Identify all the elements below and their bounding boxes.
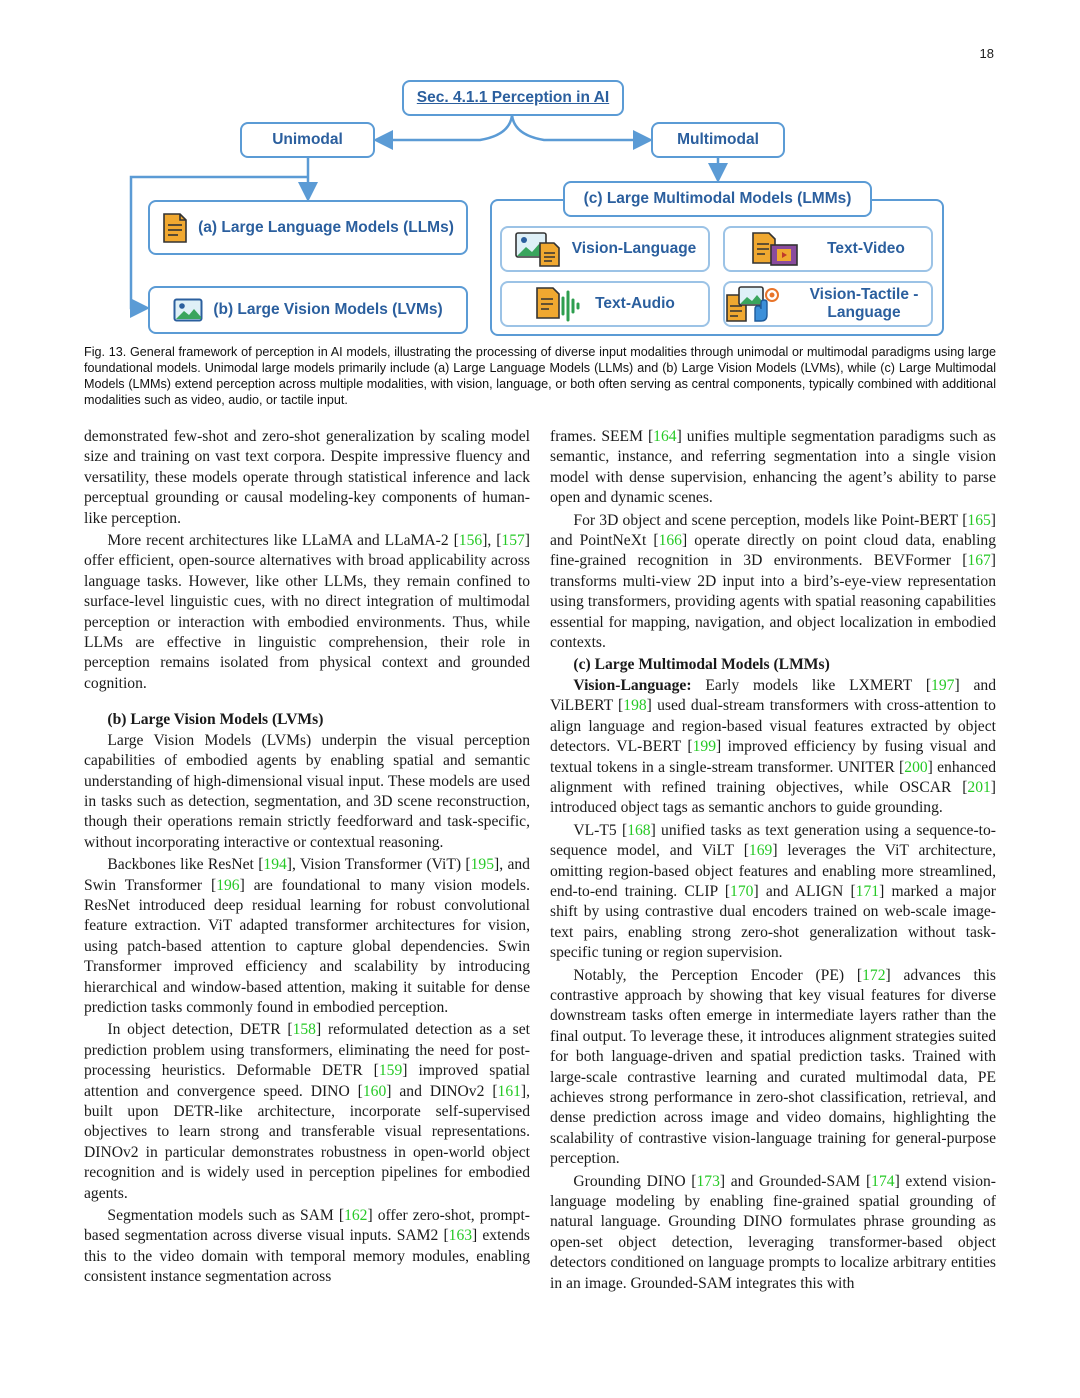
paragraph: VL-T5 [168] unified tasks as text generation using a sequence-to-sequence model, and ViLT [169] leverages the ViT architecture, omitting region-based object features and enabling more streamlined, end-to-end training. CLIP [170] and ALIGN [171] marked a major shift by using contrastive dual encoders trained on web-scale image-text pairs, enabling strong zero-shot generalization without task-specific tuning or region supervision. [550, 821, 996, 962]
lvm-label: (b) Large Vision Models (LVMs) [213, 301, 443, 318]
citation-link[interactable]: 159 [378, 1062, 403, 1080]
paragraph: frames. SEEM [164] unifies multiple segmentation paradigms such as semantic, instance, and referring segmentation into a single vision model with dense supervision, enhancing the agent’s ability to parse open and dynamic scenes. [550, 428, 996, 507]
citation-link[interactable]: 157 [501, 532, 525, 550]
page-number: 18 [979, 46, 994, 61]
citation-link[interactable]: 168 [627, 821, 651, 839]
paragraph: Notably, the Perception Encoder (PE) [172] advances this contrastive approach by showing that key visual features for diverse downstream tasks often emerge in intermediate layers rather than the final output. To leverage these, it introduces alignment strategies suited for both language-driven and spatial prediction tasks. Trained with large-scale contrastive learning and curated multimodal data, PE achieves strong performance in zero-shot classification, retrieval, and dense prediction across image and video domains, highlighting the scalability of contrastive vision-language training for general-purpose perception. [550, 966, 996, 1168]
section-title-box [402, 80, 624, 116]
text-audio-label: Text-Audio [595, 295, 675, 312]
paragraph: Segmentation models such as SAM [162] offer zero-shot, prompt-based segmentation across diverse visual inputs. SAM2 [163] extends this to the video domain with temporal memory modules, enabling consistent instance segmentation across [84, 1207, 530, 1286]
citation-link[interactable]: 195 [470, 856, 494, 874]
text-video-box [723, 226, 933, 272]
document-audio-icon [535, 286, 581, 322]
citation-link[interactable]: 156 [458, 532, 483, 550]
citation-link[interactable]: 172 [862, 966, 886, 984]
image-document-icon [514, 231, 562, 267]
run-in-heading: Vision-Language: [573, 676, 692, 694]
section-heading-lvm: (b) Large Vision Models (LVMs) [107, 711, 324, 729]
paragraph: Vision-Language: Early models like LXMERT [197] and ViLBERT [198] used dual-stream transformers with cross-attention to align language and region-based visual features extracted by object detectors. VL-BERT [199] improved efficiency by fusing visual and textual tokens in a single-stream transformer. UNITER [200] enhanced alignment with refined training objectives, while OSCAR [201] introduced object tags as semantic anchors to guide grounding. [550, 676, 996, 817]
llm-label: (a) Large Language Models (LLMs) [198, 218, 454, 236]
perception-framework-figure [0, 0, 1080, 345]
citation-link[interactable]: 194 [263, 856, 287, 874]
paragraph: In object detection, DETR [158] reformulated detection as a set prediction problem using transformers, eliminating the need for post-processing heuristics. Deformable DETR [159] improved spatial attention and convergence speed. DINO [160] and DINOv2 [161], built upon DETR-like architecture, incorporate self-supervised objectives to learn strong and transferable visual representations. DINOv2 in particular demonstrates robustness in open-world object recognition and is widely used in perception pipelines for embodied agents. [84, 1021, 530, 1202]
unimodal-box [240, 122, 375, 158]
paragraph: Large Vision Models (LVMs) underpin the visual perception capabilities of embodied agents by enabling spatial and semantic understanding of high-dimensional visual input. These models are used in tasks such as detection, segmentation, and 3D scene reconstruction, though their operations remain strictly feedforward and task-specific, without incorporating interactive or contextual reasoning. [84, 731, 530, 851]
citation-link[interactable]: 200 [904, 758, 928, 776]
text-video-label: Text-Video [827, 240, 905, 257]
vision-language-box [500, 226, 710, 272]
vision-language-label: Vision-Language [571, 240, 697, 257]
citation-link[interactable]: 196 [216, 876, 240, 894]
multimodal-box [651, 122, 785, 158]
citation-link[interactable]: 199 [692, 738, 716, 756]
figure-caption: Fig. 13. General framework of perception in AI models, illustrating the processing of diverse input modalities through unimodal or multimodal paradigms using large foundational models. Unimodal large models primarily include (a) Large Language Models (LLMs) and (b) Large Vision Models (LVMs), while (c) Large Multimodal Models (LMMs) extend perception across multiple modalities, with vision, language, or both often serving as central components, typically combined with additional modalities such as video, audio, or tactile input. [84, 345, 996, 407]
citation-link[interactable]: 160 [362, 1082, 387, 1100]
document-video-icon [751, 231, 799, 267]
citation-link[interactable]: 163 [448, 1227, 473, 1245]
paragraph: Backbones like ResNet [194], Vision Transformer (ViT) [195], and Swin Transformer [196] are foundational to many vision models. ResNet introduced deep residual learning for robust convolutional feature extraction. ViT adapted transformer architectures for vision, using patch-based attention to capture global dependencies. Swin Transformer improved efficiency and scalability by introducing hierarchical and window-based attention, making it suitable for dense prediction tasks commonly found in embodied perception. [84, 856, 530, 1016]
citation-link[interactable]: 158 [292, 1021, 316, 1039]
citation-link[interactable]: 197 [931, 676, 955, 694]
llm-box [148, 200, 468, 255]
image-icon [173, 298, 203, 322]
citation-link[interactable]: 173 [696, 1172, 720, 1190]
vision-tactile-language-box [723, 281, 933, 327]
multimodal-label: Multimodal [677, 131, 759, 148]
section-heading-lmm: (c) Large Multimodal Models (LMMs) [573, 656, 830, 674]
paragraph: demonstrated few-shot and zero-shot generalization by scaling model size and training on vast text corpora. Despite impressive fluency and versatility, these models operate through statistical inference and lack perceptual grounding or causal modeling-key components of human-like perception. [84, 428, 530, 527]
citation-link[interactable]: 174 [871, 1172, 895, 1190]
section-title-label: Sec. 4.1.1 Perception in AI [416, 89, 610, 106]
unimodal-label: Unimodal [272, 131, 343, 148]
lvm-box [148, 286, 468, 334]
lmm-title-box [563, 181, 872, 217]
vision-tactile-language-label: Vision-Tactile -Language [809, 286, 919, 321]
citation-link[interactable]: 161 [497, 1082, 521, 1100]
image-document-touch-icon [725, 285, 781, 323]
paragraph: Grounding DINO [173] and Grounded-SAM [174] extend vision-language modeling by enabling fine-grained spatial grounding of natural language. Grounding DINO formulates phrase grounding as open-set object detection, leveraging transformer-based object detectors conditioned on language prompts to localize arbitrary entities in an image. Grounded-SAM integrates this with [550, 1172, 996, 1292]
citation-link[interactable]: 201 [967, 778, 991, 796]
paragraph: For 3D object and scene perception, models like Point-BERT [165] and PointNeXt [166] operate directly on point cloud data, enabling fine-grained recognition in 3D environments. BEVFormer [167] transforms multi-view 2D input into a bird’s-eye-view representation using transformers, providing agents with spatial reasoning capabilities essential for mapping, navigation, and object localization in embodied contexts. [550, 511, 996, 652]
citation-link[interactable]: 166 [658, 532, 682, 550]
citation-link[interactable]: 167 [967, 552, 991, 570]
right-column [550, 427, 996, 1296]
citation-link[interactable]: 171 [855, 882, 880, 900]
citation-link[interactable]: 164 [653, 428, 677, 445]
citation-link[interactable]: 169 [748, 842, 773, 860]
citation-link[interactable]: 170 [730, 882, 754, 900]
document-icon [162, 212, 188, 244]
text-audio-box [500, 281, 710, 327]
citation-link[interactable]: 162 [344, 1207, 368, 1225]
citation-link[interactable]: 198 [623, 697, 647, 715]
citation-link[interactable]: 165 [967, 511, 991, 529]
left-column [84, 427, 530, 1290]
paragraph: More recent architectures like LLaMA and LLaMA-2 [156], [157] offer efficient, open-source alternatives with broad applicability across language tasks. However, like other LLMs, they remain confined to surface-level linguistic cues, with no direct integration of multimodal perception or interaction with embodied environments. Thus, while LLMs are effective in linguistic comprehension, their role in perception remains isolated from physical context and grounded cognition. [84, 532, 530, 692]
lmm-label: (c) Large Multimodal Models (LMMs) [583, 190, 852, 207]
